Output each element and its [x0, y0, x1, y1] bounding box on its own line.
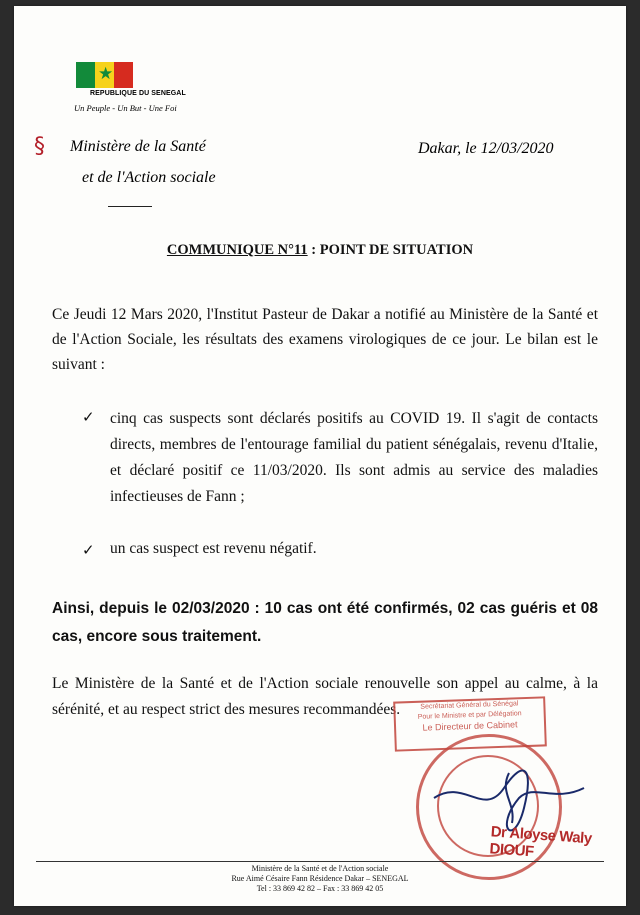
stamp-line1: Secrétariat Général du Sénégal	[420, 700, 519, 711]
republic-label: REPUBLIQUE DU SENEGAL	[90, 90, 186, 97]
ministry-logo-icon: §	[34, 134, 45, 159]
footer-divider	[36, 861, 604, 862]
document-date: Dakar, le 12/03/2020	[418, 140, 554, 157]
star-icon: ★	[98, 64, 114, 84]
communique-number: COMMUNIQUE N°11	[166, 242, 308, 258]
senegal-flag	[76, 62, 133, 88]
summary-paragraph: Ainsi, depuis le 02/03/2020 : 10 cas ont été confirmés, 02 cas guéris et 08 cas, encore sous traitement.	[52, 600, 598, 645]
footer-line3: Tel : 33 869 42 82 – Fax : 33 869 42 05	[256, 884, 384, 893]
national-motto: Un Peuple - Un But - Une Foi	[74, 103, 177, 113]
intro-paragraph: Ce Jeudi 12 Mars 2020, l'Institut Pasteur de Dakar a notifié au Ministère de la Santé et de l'Action Sociale, les résultats des examens virologiques de ce jour. Le bilan est le suivant :	[52, 306, 598, 373]
closing-paragraph: Le Ministère de la Santé et de l'Action sociale renouvelle son appel au calme, à la sérénité, et au respect strict des mesures recommandées.	[52, 675, 598, 718]
footer-line2: Rue Aimé Césaire Fann Résidence Dakar – SENEGAL	[231, 874, 409, 883]
footer-line1: Ministère de la Santé et de l'Action sociale	[251, 864, 389, 873]
bullet-negative-case: un cas suspect est revenu négatif.	[110, 540, 317, 557]
stamp-line3: Le Directeur de Cabinet	[422, 719, 518, 733]
bullet-positive-cases: cinq cas suspects sont déclarés positifs au COVID 19. Il s'agit de contacts directs, membres de l'entourage familial du patient sénégalais, revenu d'Italie, et déclaré positif ce 11/03/2020. Ils sont admis au service des maladies infectieuses de Fann ;	[110, 410, 598, 505]
document-page	[14, 6, 626, 906]
ministry-name-line2: et de l'Action sociale	[82, 169, 216, 186]
header-divider	[108, 206, 152, 207]
stamp-line2: Pour le Ministre et par Délégation	[417, 710, 522, 721]
footer-address	[14, 864, 626, 894]
check-icon: ✓	[82, 408, 95, 426]
communique-title	[14, 242, 626, 259]
signatory-name: Dr Aloyse Waly DIOUF	[488, 823, 593, 861]
communique-subject: : POINT DE SITUATION	[307, 242, 474, 258]
ministry-name-line1: Ministère de la Santé	[70, 138, 206, 155]
check-icon: ✓	[82, 541, 95, 559]
